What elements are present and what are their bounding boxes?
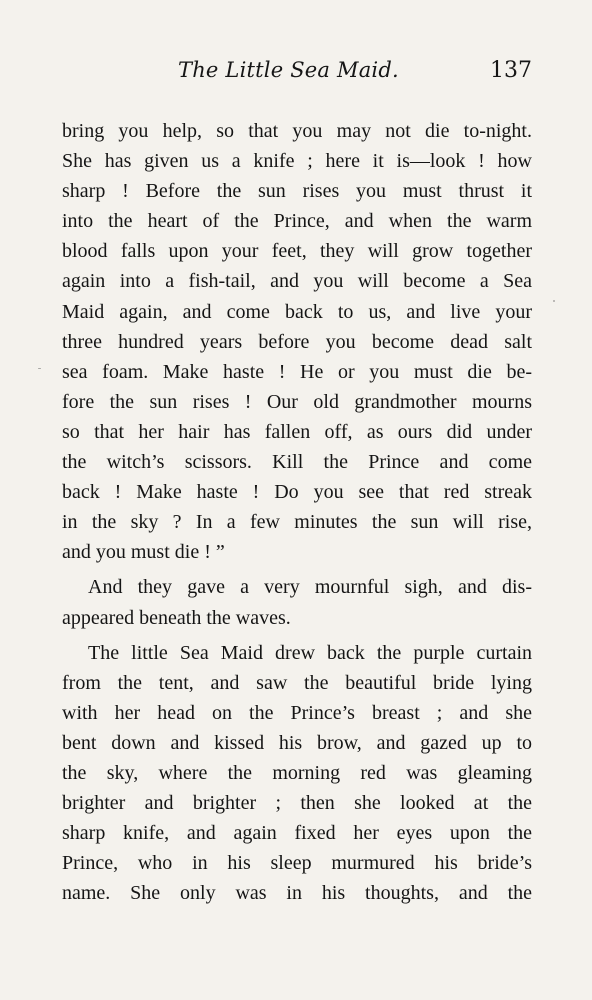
paper-speck [38,368,41,369]
text-line: The little Sea Maid drew back the purple curtain [88,641,532,664]
body-text [62,116,532,908]
paper-speck [553,300,555,302]
text-line: sharp knife, and again fixed her eyes upon the [62,822,532,845]
text-line: Maid again, and come back to us, and live your [62,300,532,323]
text-line: into the heart of the Prince, and when the warm [62,210,532,233]
text-line: in the sky ? In a few minutes the sun will rise, [62,511,532,534]
text-line: again into a fish-tail, and you will become a Sea [62,270,532,293]
text-line: blood falls upon your feet, they will grow together [62,240,532,263]
text-line: name. She only was in his thoughts, and the [62,882,532,905]
text-line: She has given us a knife ; here it is—look ! how [62,150,532,173]
text-line: the sky, where the morning red was gleaming [62,761,532,784]
text-line: bring you help, so that you may not die to-night. [62,120,532,142]
text-line: three hundred years before you become dead salt [62,330,532,353]
text-line: the witch’s scissors. Kill the Prince and come [62,451,532,474]
paragraph-2 [62,572,532,632]
text-line: from the tent, and saw the beautiful bride lying [62,671,532,694]
text-line: brighter and brighter ; then she looked at the [62,792,532,815]
text-line: Prince, who in his sleep murmured his bride’s [62,852,532,875]
text-line: sharp ! Before the sun rises you must thrust it [62,180,532,203]
paragraph-3 [62,638,532,909]
text-line: with her head on the Prince’s breast ; and she [62,701,532,724]
text-line: And they gave a very mournful sigh, and dis- [88,576,532,599]
text-line: and you must die ! ” [62,541,225,564]
text-line: back ! Make haste ! Do you see that red streak [62,481,532,504]
text-line: sea foam. Make haste ! He or you must die be- [62,360,532,383]
running-head [62,58,540,94]
paragraph-1 [62,116,532,567]
running-title: The Little Sea Maid. [178,58,399,82]
text-line: so that her hair has fallen off, as ours did under [62,420,532,443]
text-line: bent down and kissed his brow, and gazed up to [62,731,532,754]
text-line: fore the sun rises ! Our old grandmother mourns [62,390,532,413]
text-line: appeared beneath the waves. [62,606,291,629]
page-number: 137 [490,58,532,83]
